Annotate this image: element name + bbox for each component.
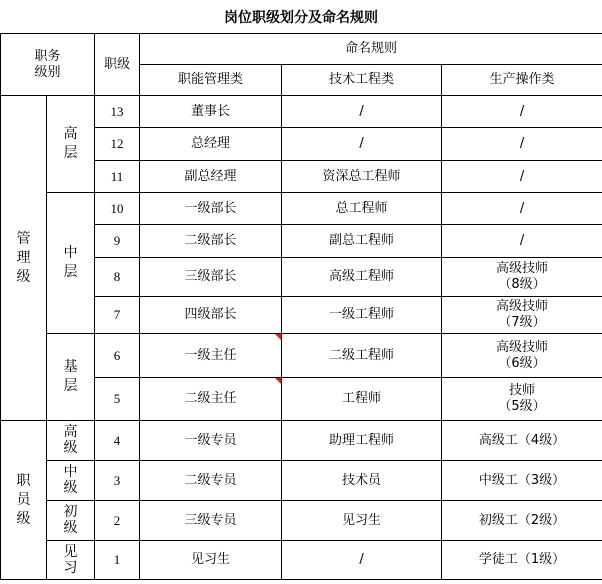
page-title: 岗位职级划分及命名规则 xyxy=(224,9,378,26)
tech-cell: 高级工程师 xyxy=(282,258,442,297)
mgmt-cell-with-note[interactable]: 二级主任 xyxy=(140,378,282,421)
prod-cell: / xyxy=(442,161,602,193)
job-level-table xyxy=(0,33,602,580)
tech-cell: 副总工程师 xyxy=(282,225,442,258)
mgmt-cell: 二级专员 xyxy=(140,461,282,501)
mgmt-cell: 二级部长 xyxy=(140,225,282,258)
prod-cell: 高级工（4级） xyxy=(442,421,602,461)
grade-cell: 12 xyxy=(95,128,140,161)
subgroup-basic xyxy=(47,334,95,421)
mgmt-cell: 总经理 xyxy=(140,128,282,161)
grade-cell: 2 xyxy=(95,501,140,541)
subgroup-basic-label: 基层 xyxy=(63,359,78,394)
prod-cell: 初级工（2级） xyxy=(442,501,602,541)
prod-cell-line2: （6级） xyxy=(498,355,546,371)
prod-cell xyxy=(442,297,602,334)
prod-cell xyxy=(442,258,602,297)
grade-cell: 9 xyxy=(95,225,140,258)
subgroup-senior-label: 高层 xyxy=(63,126,78,161)
subgroup-trainee xyxy=(47,541,95,580)
prod-cell: 学徒工（1级） xyxy=(442,541,602,580)
tech-cell: 二级工程师 xyxy=(282,334,442,378)
mgmt-cell: 三级部长 xyxy=(140,258,282,297)
header-col-technical: 技术工程类 xyxy=(282,65,442,96)
subgroup-junior-staff xyxy=(47,501,95,541)
tech-cell: 技术员 xyxy=(282,461,442,501)
mgmt-cell: 见习生 xyxy=(140,541,282,580)
prod-cell-line1: 技师 xyxy=(509,383,536,398)
group-staff xyxy=(1,421,47,580)
prod-cell-line2: （8级） xyxy=(498,277,546,292)
grade-cell: 3 xyxy=(95,461,140,501)
grade-cell: 11 xyxy=(95,161,140,193)
subgroup-middle-label: 中层 xyxy=(63,245,78,280)
mgmt-cell-with-note[interactable]: 一级主任 xyxy=(140,334,282,378)
mgmt-cell: 三级专员 xyxy=(140,501,282,541)
subgroup-trainee-label: 见习 xyxy=(63,543,78,576)
grade-cell: 8 xyxy=(95,258,140,297)
subgroup-senior-staff xyxy=(47,421,95,461)
tech-cell: / xyxy=(282,128,442,161)
mgmt-cell: 一级专员 xyxy=(140,421,282,461)
grade-cell: 6 xyxy=(95,334,140,378)
tech-cell: 助理工程师 xyxy=(282,421,442,461)
grade-cell: 1 xyxy=(95,541,140,580)
mgmt-cell: 一级部长 xyxy=(140,193,282,225)
subgroup-junior-staff-label: 初级 xyxy=(63,504,78,536)
mgmt-cell: 董事长 xyxy=(140,96,282,128)
subgroup-middle xyxy=(47,193,95,334)
subgroup-intermediate-staff xyxy=(47,461,95,501)
mgmt-cell: 四级部长 xyxy=(140,297,282,334)
prod-cell: / xyxy=(442,225,602,258)
header-naming-rules: 命名规则 xyxy=(140,34,602,65)
tech-cell: 见习生 xyxy=(282,501,442,541)
subgroup-intermediate-staff-label: 中级 xyxy=(63,464,78,496)
group-management xyxy=(1,96,47,421)
prod-cell: / xyxy=(442,193,602,225)
header-col-production: 生产操作类 xyxy=(442,65,602,96)
prod-cell-line2: （5级） xyxy=(498,399,546,414)
prod-cell xyxy=(442,334,602,378)
grade-cell: 10 xyxy=(95,193,140,225)
prod-cell-line1: 高级技师 xyxy=(496,339,549,355)
tech-cell: / xyxy=(282,96,442,128)
tech-cell: 总工程师 xyxy=(282,193,442,225)
prod-cell: / xyxy=(442,128,602,161)
grade-cell: 13 xyxy=(95,96,140,128)
grade-cell: 7 xyxy=(95,297,140,334)
group-staff-label: 职员级 xyxy=(16,472,31,527)
header-position-level-text: 职务 级别 xyxy=(34,48,61,80)
header-position-level xyxy=(1,34,95,96)
group-management-label: 管理级 xyxy=(16,230,31,285)
subgroup-senior xyxy=(47,96,95,193)
prod-cell-line1: 高级技师 xyxy=(496,299,549,314)
grade-cell: 4 xyxy=(95,421,140,461)
prod-cell-line2: （7级） xyxy=(498,315,546,330)
tech-cell: 工程师 xyxy=(282,378,442,421)
tech-cell: 资深总工程师 xyxy=(282,161,442,193)
prod-cell: / xyxy=(442,96,602,128)
mgmt-cell: 副总经理 xyxy=(140,161,282,193)
header-col-management: 职能管理类 xyxy=(140,65,282,96)
prod-cell-line1: 高级技师 xyxy=(496,261,549,276)
tech-cell: / xyxy=(282,541,442,580)
header-grade: 职级 xyxy=(95,34,140,96)
subgroup-senior-staff-label: 高级 xyxy=(63,424,78,456)
grade-cell: 5 xyxy=(95,378,140,421)
tech-cell: 一级工程师 xyxy=(282,297,442,334)
prod-cell: 中级工（3级） xyxy=(442,461,602,501)
prod-cell xyxy=(442,378,602,421)
